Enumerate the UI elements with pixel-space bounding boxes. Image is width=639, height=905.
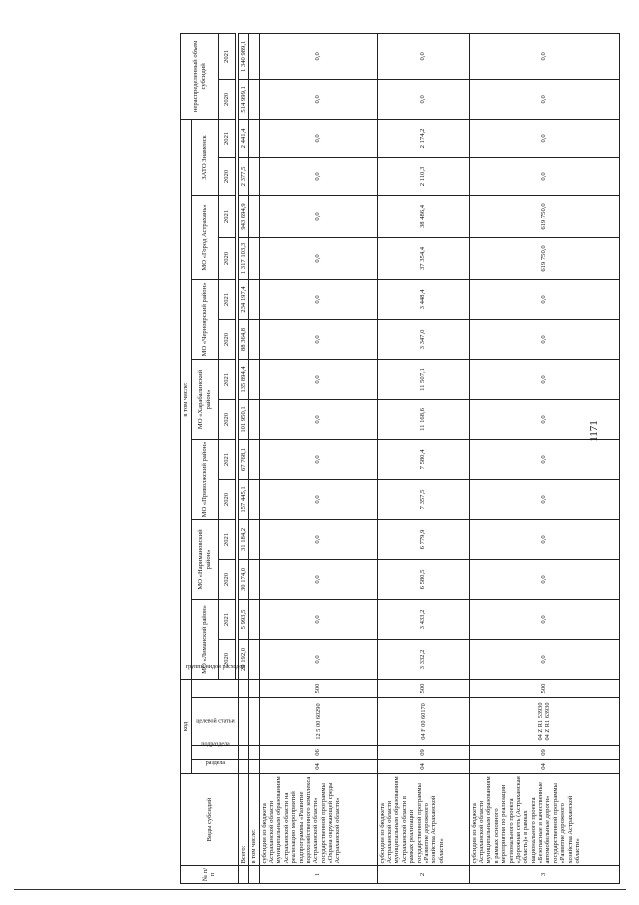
table-cell: 31 184,2 [238, 519, 249, 559]
table-row [469, 33, 619, 883]
table-cell: 0,0 [259, 157, 377, 195]
table-row-total [238, 33, 249, 883]
header-code-cst: целевой статьи [191, 698, 238, 746]
header-code-podrazdel: подраздела [191, 746, 238, 760]
table-cell: 0,0 [469, 279, 619, 319]
table-cell: 3 332,2 [377, 639, 469, 679]
table-cell: 0,0 [469, 359, 619, 399]
header-num: № п/п [181, 866, 239, 884]
header-region-chernoyarsky: МО «Черноярский район» [191, 279, 219, 359]
row-razdel: 04 [377, 760, 469, 774]
header-region-privolzhsky: МО «Приволжский район» [191, 439, 219, 519]
row-name: субсидии из бюджета Астраханской области муниципальным образованиям в рамках основного мероприятия по реализации регионального проекта «Дорожная сеть (Астраханская область)» в рамках национального проекта «Безопасные и качественные автомобильные дороги» государственной программы «Развитие дорожного хозяйства Астраханской области» [469, 774, 619, 866]
table-cell: 37 354,4 [377, 237, 469, 279]
table-cell: 0,0 [259, 79, 377, 119]
table-cell: 0,0 [469, 639, 619, 679]
table-cell: 1 317 103,3 [238, 237, 249, 279]
table-cell: 2 441,4 [238, 119, 249, 157]
header-code: код [181, 679, 192, 773]
row-vr: 500 [469, 679, 619, 697]
table-cell: 0,0 [259, 33, 377, 79]
table-cell: 2 377,5 [238, 157, 249, 195]
header-region-astrakhan: МО «Город Астрахань» [191, 195, 219, 279]
row-vr: 500 [259, 679, 377, 697]
year-header: 2021 [219, 119, 235, 157]
row-name: субсидии из бюджета Астраханской области муниципальным образованиям Астраханской области на реализацию мероприятий подпрограммы «Развитие водохозяйственного комплекса Астраханской области» государственной программы «Охрана окружающей среды Астраханской области» [259, 774, 377, 866]
header-region-kharabalinsky: МО «Харабалинский район» [191, 359, 219, 439]
header-region-znamensk: ЗАТО Знаменск [191, 119, 219, 195]
year-header: 2021 [219, 439, 235, 479]
total-label: Всего: [238, 774, 249, 866]
table-cell: 0,0 [259, 519, 377, 559]
row-cst: 04 F 00 60170 [377, 698, 469, 746]
table-row [259, 33, 377, 883]
header-code-vr: группы видов расходов [191, 679, 238, 697]
table-cell: 619 750,0 [469, 195, 619, 237]
table-cell: 943 694,9 [238, 195, 249, 237]
row-vr: 500 [377, 679, 469, 697]
table-cell: 6 779,9 [377, 519, 469, 559]
header-region-narimanovsky: МО «Наримановский район» [191, 519, 219, 599]
table-cell: 2 174,2 [377, 119, 469, 157]
table-cell: 0,0 [259, 399, 377, 439]
year-header: 2020 [219, 399, 235, 439]
table-cell: 3 347,0 [377, 319, 469, 359]
table-cell: 0,0 [377, 79, 469, 119]
table-cell: 0,0 [259, 439, 377, 479]
bottom-rule [14, 889, 626, 890]
year-header: 2021 [219, 519, 235, 559]
row-num: 3 [469, 866, 619, 884]
table-cell: 0,0 [469, 399, 619, 439]
rotated-table-container [180, 34, 594, 884]
table-cell: 29 192,0 [238, 639, 249, 679]
row-cst: 04 Z R1 53930 04 Z R1 63930 [469, 698, 619, 746]
table-cell: 38 486,4 [377, 195, 469, 237]
table-cell: 88 364,8 [238, 319, 249, 359]
year-header: 2021 [219, 195, 235, 237]
table-cell: 514 999,1 [238, 79, 249, 119]
table-cell: 0,0 [259, 195, 377, 237]
table-cell: 619 750,0 [469, 237, 619, 279]
table-cell: 3 448,4 [377, 279, 469, 319]
table-cell: 0,0 [469, 519, 619, 559]
table-cell: 0,0 [259, 479, 377, 519]
header-in-total: в том числе: [181, 119, 192, 679]
table-cell: 6 580,5 [377, 559, 469, 599]
table-cell: 0,0 [469, 319, 619, 359]
table-cell: 67 768,1 [238, 439, 249, 479]
year-header: 2020 [219, 559, 235, 599]
table-cell: 135 894,4 [238, 359, 249, 399]
table-cell: 11 507,1 [377, 359, 469, 399]
row-razdel: 04 [259, 760, 377, 774]
page-number: 1171 [588, 420, 600, 442]
table-cell: 0,0 [377, 33, 469, 79]
table-cell: 7 357,5 [377, 479, 469, 519]
row-razdel: 04 [469, 760, 619, 774]
year-header: 2020 [219, 79, 235, 119]
row-podrazdel: 09 [377, 746, 469, 760]
year-header: 2020 [219, 479, 235, 519]
table-cell: 157 445,1 [238, 479, 249, 519]
row-cst: 12 5 00 60290 [259, 698, 377, 746]
table-cell: 0,0 [259, 319, 377, 359]
table-cell: 1 340 989,1 [238, 33, 249, 79]
header-code-razdel: раздела [191, 760, 238, 774]
year-header: 2021 [219, 279, 235, 319]
table-cell: 0,0 [469, 559, 619, 599]
table-cell: 234 197,4 [238, 279, 249, 319]
table-cell: 0,0 [469, 33, 619, 79]
table-row [377, 33, 469, 883]
table-cell: 0,0 [469, 79, 619, 119]
row-podrazdel: 09 [469, 746, 619, 760]
table-cell: 0,0 [259, 359, 377, 399]
row-name: субсидии из бюджета Астраханской области муниципальным образованиям Астраханской области в рамках реализации государственной программы «Развитие дорожного хозяйства Астраханской области» [377, 774, 469, 866]
year-header: 2020 [219, 157, 235, 195]
row-num: 1 [259, 866, 377, 884]
table-cell: 0,0 [259, 559, 377, 599]
table-cell: 0,0 [259, 237, 377, 279]
row-podrazdel: 06 [259, 746, 377, 760]
table-cell: 0,0 [469, 599, 619, 639]
table-cell: 0,0 [469, 157, 619, 195]
year-header: 2021 [219, 599, 235, 639]
year-header: 2020 [219, 639, 235, 679]
table-cell: 3 433,2 [377, 599, 469, 639]
table-cell: 0,0 [469, 439, 619, 479]
table-cell: 11 168,6 [377, 399, 469, 439]
header-region-limansky: МО «Лиманский район» [191, 599, 219, 679]
header-type: Виды субсидий [181, 774, 239, 866]
year-header: 2021 [219, 33, 235, 79]
table-row-incl [249, 33, 260, 883]
table-cell: 0,0 [469, 479, 619, 519]
table-cell: 101 950,1 [238, 399, 249, 439]
table-cell: 5 993,5 [238, 599, 249, 639]
table-cell: 0,0 [469, 119, 619, 157]
table-cell: 30 174,0 [238, 559, 249, 599]
incl-label: в том числе: [249, 774, 260, 866]
subsidy-table [180, 33, 620, 884]
year-header: 2020 [219, 319, 235, 359]
year-header: 2020 [219, 237, 235, 279]
row-num: 2 [377, 866, 469, 884]
year-header: 2021 [219, 359, 235, 399]
table-cell: 0,0 [259, 119, 377, 157]
table-cell: 0,0 [259, 599, 377, 639]
table-cell: 7 580,4 [377, 439, 469, 479]
table-cell: 0,0 [259, 639, 377, 679]
header-region-unallocated: нераспределенный объем субсидий [181, 33, 219, 119]
table-cell: 2 110,3 [377, 157, 469, 195]
table-cell: 0,0 [259, 279, 377, 319]
